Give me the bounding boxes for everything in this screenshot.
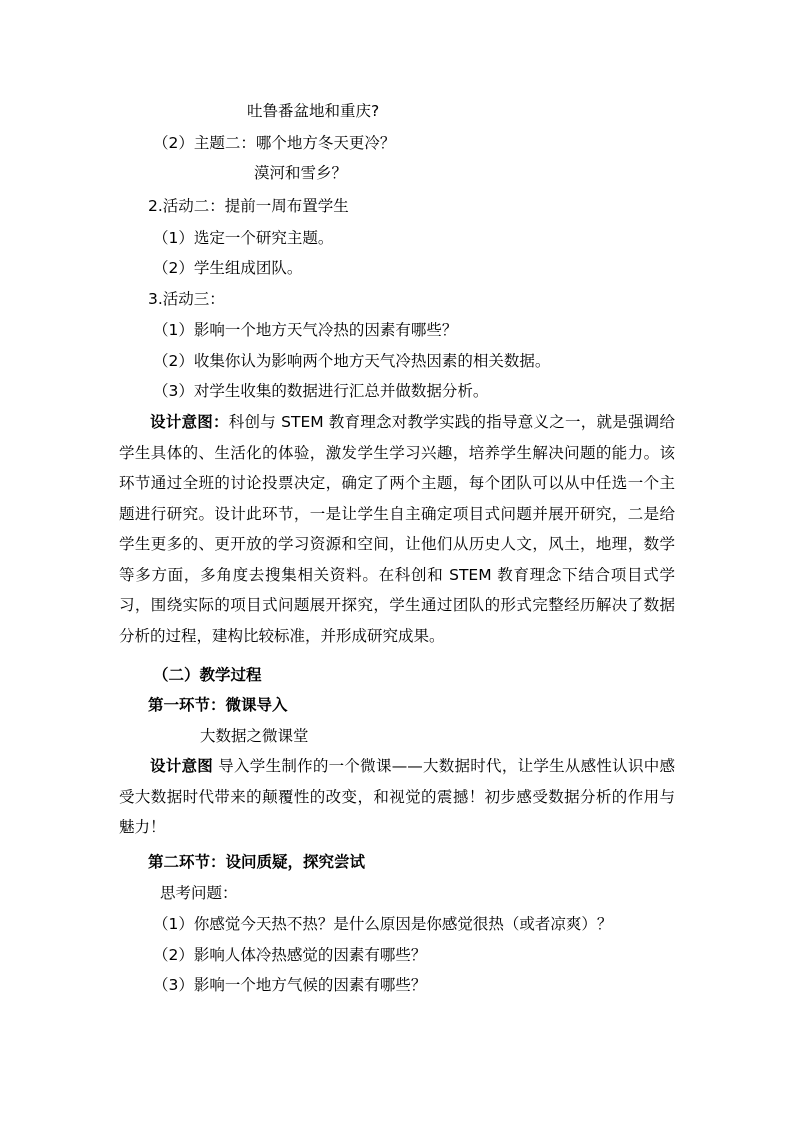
topic-two-places: 漠河和雪乡？ (254, 164, 348, 182)
design-intent-paragraph-1 (119, 407, 675, 651)
thinking-questions-label: 思考问题： (160, 884, 238, 902)
question-3: （3）影响一个地方气候的因素有哪些？ (153, 976, 427, 994)
step-one-heading: 第一环节：微课导入 (148, 696, 288, 714)
design-intent-text: 科创与 STEM 教育理念对教学实践的指导意义之一，就是强调给学生具体的、生活化的体验，激发学生学习兴趣，培养学生解决问题的能力。该环节通过全班的讨论投票决定，确定了两个主题，每个团队可以从中任选一个主题进行研究。设计此环节，一是让学生自主确定项目式问题并展开研究，二是给学生更多的、更开放的学习资源和空间，让他们从历史人文，风土，地理，数学等多方面，多角度去搜集相关资料。在科创和 STEM 教育理念下结合项目式学习，围绕实际的项目式问题展开探究，学生通过团队的形式完整经历解决了数据分析的过程，建构比较标准，并形成研究成果。 (119, 413, 675, 645)
activity-two-item-2: （2）学生组成团队。 (153, 259, 303, 277)
step-two-heading: 第二环节：设问质疑，探究尝试 (148, 853, 366, 871)
design-intent-paragraph-2 (119, 751, 675, 843)
activity-three-item-3: （3）对学生收集的数据进行汇总并做数据分析。 (153, 382, 489, 400)
activity-three-item-2: （2）收集你认为影响两个地方天气冷热因素的相关数据。 (153, 352, 551, 370)
topic-two-question: （2）主题二：哪个地方冬天更冷？ (153, 134, 396, 152)
question-2: （2）影响人体冷热感觉的因素有哪些？ (153, 946, 427, 964)
topic-one-places: 吐鲁番盆地和重庆? (247, 102, 380, 120)
design-intent-text-2: 导入学生制作的一个微课——大数据时代，让学生从感性认识中感受大数据时代带来的颠覆性的改变，和视觉的震撼！初步感受数据分析的作用与魅力！ (119, 757, 675, 836)
activity-two-heading: 2.活动二：提前一周布置学生 (148, 197, 349, 215)
activity-three-heading: 3.活动三： (148, 290, 225, 308)
step-one-subtitle: 大数据之微课堂 (200, 727, 309, 745)
activity-three-item-1: （1）影响一个地方天气冷热的因素有哪些？ (153, 321, 458, 339)
question-1: （1）你感觉今天热不热？是什么原因是你感觉很热（或者凉爽）？ (153, 915, 613, 933)
design-intent-label-2: 设计意图 (150, 757, 214, 775)
activity-two-item-1: （1）选定一个研究主题。 (153, 229, 334, 247)
design-intent-label: 设计意图： (150, 413, 229, 431)
section-teaching-process: （二）教学过程 (153, 666, 262, 684)
